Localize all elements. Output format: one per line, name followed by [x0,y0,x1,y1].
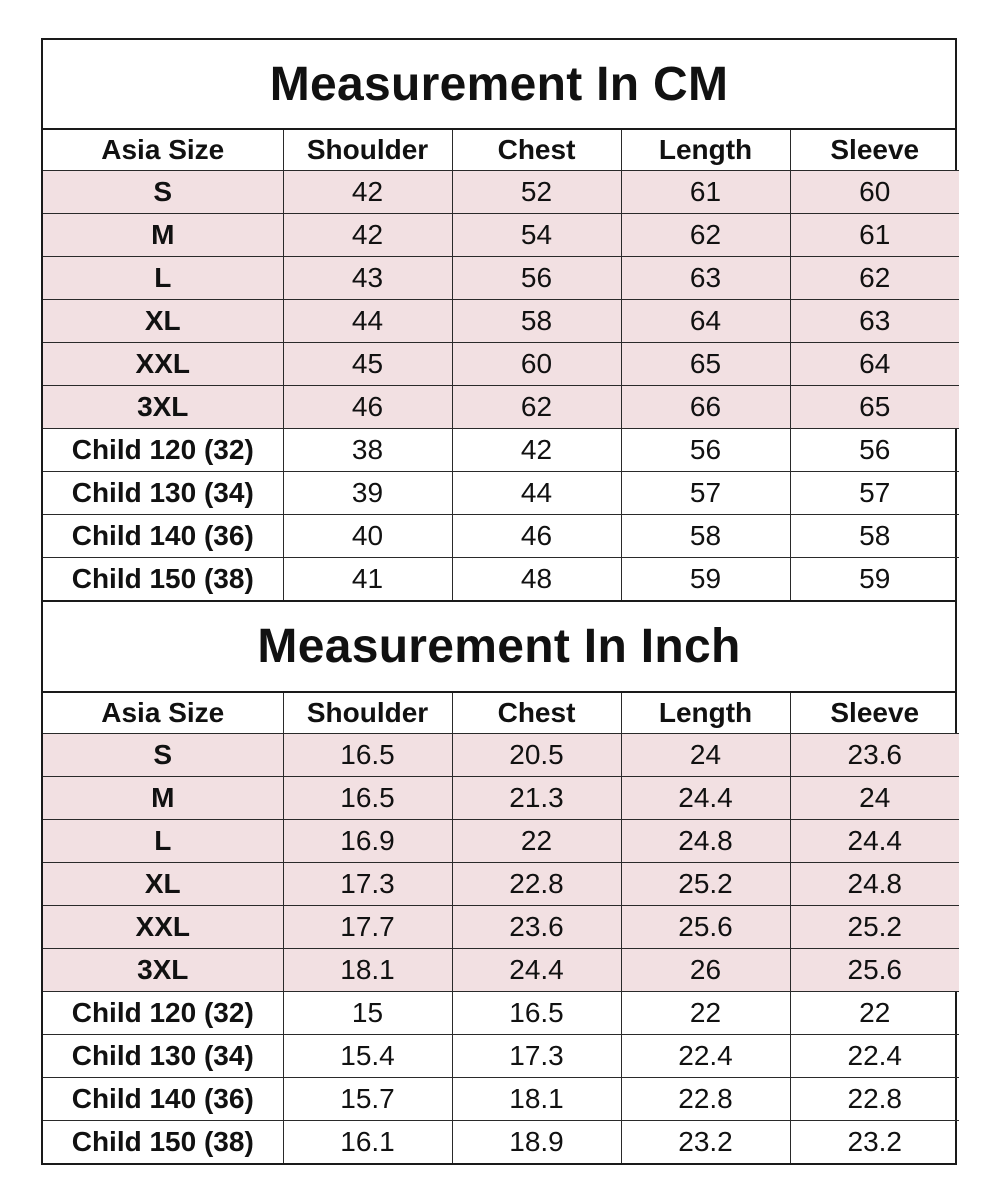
length-value: 22 [621,992,790,1035]
size-label: L [43,257,283,300]
length-value: 66 [621,386,790,429]
size-label: Child 130 (34) [43,472,283,515]
size-label: M [43,214,283,257]
sleeve-value: 59 [790,558,959,601]
shoulder-value: 16.5 [283,777,452,820]
table-row [43,558,959,601]
chest-value: 44 [452,472,621,515]
sleeve-value: 23.2 [790,1121,959,1164]
sleeve-value: 57 [790,472,959,515]
table-row [43,472,959,515]
table-row [43,300,959,343]
length-value: 58 [621,515,790,558]
sleeve-value: 61 [790,214,959,257]
cm-section-title: Measurement In CM [43,40,955,130]
sleeve-value: 56 [790,429,959,472]
shoulder-value: 46 [283,386,452,429]
length-value: 22.8 [621,1078,790,1121]
size-label: XL [43,300,283,343]
length-value: 64 [621,300,790,343]
size-label: Child 120 (32) [43,429,283,472]
table-row [43,1078,959,1121]
shoulder-value: 42 [283,171,452,214]
size-label: S [43,734,283,777]
sleeve-value: 22 [790,992,959,1035]
length-value: 23.2 [621,1121,790,1164]
shoulder-value: 39 [283,472,452,515]
length-value: 61 [621,171,790,214]
length-value: 25.6 [621,906,790,949]
cm-table-wrap [43,130,955,602]
sleeve-value: 22.4 [790,1035,959,1078]
chest-value: 18.9 [452,1121,621,1164]
cm-header-chest: Chest [452,130,621,171]
table-row [43,1121,959,1164]
chest-value: 22.8 [452,863,621,906]
table-row [43,171,959,214]
inch-header-sleeve: Sleeve [790,693,959,734]
length-value: 24.8 [621,820,790,863]
size-label: Child 150 (38) [43,558,283,601]
chest-value: 21.3 [452,777,621,820]
inch-header-shoulder: Shoulder [283,693,452,734]
table-row [43,863,959,906]
length-value: 24 [621,734,790,777]
shoulder-value: 40 [283,515,452,558]
sleeve-value: 24 [790,777,959,820]
cm-header-shoulder: Shoulder [283,130,452,171]
table-row [43,734,959,777]
chest-value: 24.4 [452,949,621,992]
size-label: Child 150 (38) [43,1121,283,1164]
chest-value: 17.3 [452,1035,621,1078]
table-row [43,214,959,257]
shoulder-value: 45 [283,343,452,386]
length-value: 59 [621,558,790,601]
sleeve-value: 25.2 [790,906,959,949]
length-value: 56 [621,429,790,472]
length-value: 62 [621,214,790,257]
size-label: XXL [43,343,283,386]
shoulder-value: 43 [283,257,452,300]
shoulder-value: 18.1 [283,949,452,992]
length-value: 24.4 [621,777,790,820]
size-label: 3XL [43,949,283,992]
chest-value: 23.6 [452,906,621,949]
shoulder-value: 17.3 [283,863,452,906]
length-value: 26 [621,949,790,992]
shoulder-value: 41 [283,558,452,601]
chest-value: 60 [452,343,621,386]
table-row [43,906,959,949]
table-row [43,992,959,1035]
length-value: 25.2 [621,863,790,906]
shoulder-value: 15.4 [283,1035,452,1078]
sleeve-value: 64 [790,343,959,386]
chest-value: 20.5 [452,734,621,777]
length-value: 63 [621,257,790,300]
sleeve-value: 24.8 [790,863,959,906]
chest-value: 42 [452,429,621,472]
table-row [43,820,959,863]
sleeve-value: 60 [790,171,959,214]
cm-header-size: Asia Size [43,130,283,171]
table-row [43,515,959,558]
shoulder-value: 42 [283,214,452,257]
sleeve-value: 65 [790,386,959,429]
size-label: XXL [43,906,283,949]
table-row [43,386,959,429]
size-label: Child 140 (36) [43,1078,283,1121]
sleeve-value: 25.6 [790,949,959,992]
size-label: Child 140 (36) [43,515,283,558]
size-label: XL [43,863,283,906]
shoulder-value: 16.1 [283,1121,452,1164]
table-row [43,257,959,300]
chest-value: 48 [452,558,621,601]
size-label: Child 120 (32) [43,992,283,1035]
table-row [43,343,959,386]
length-value: 65 [621,343,790,386]
chest-value: 16.5 [452,992,621,1035]
shoulder-value: 38 [283,429,452,472]
sleeve-value: 22.8 [790,1078,959,1121]
cm-size-table [43,130,959,600]
inch-header-row [43,693,959,734]
chest-value: 54 [452,214,621,257]
size-label: M [43,777,283,820]
shoulder-value: 15 [283,992,452,1035]
inch-size-table [43,693,959,1163]
inch-header-length: Length [621,693,790,734]
chest-value: 52 [452,171,621,214]
cm-header-sleeve: Sleeve [790,130,959,171]
sleeve-value: 23.6 [790,734,959,777]
shoulder-value: 15.7 [283,1078,452,1121]
size-label: Child 130 (34) [43,1035,283,1078]
inch-header-size: Asia Size [43,693,283,734]
sleeve-value: 63 [790,300,959,343]
cm-header-row [43,130,959,171]
chest-value: 62 [452,386,621,429]
chest-value: 22 [452,820,621,863]
shoulder-value: 44 [283,300,452,343]
shoulder-value: 16.9 [283,820,452,863]
sleeve-value: 58 [790,515,959,558]
length-value: 22.4 [621,1035,790,1078]
sleeve-value: 62 [790,257,959,300]
cm-header-length: Length [621,130,790,171]
shoulder-value: 17.7 [283,906,452,949]
inch-section-title: Measurement In Inch [43,602,955,693]
length-value: 57 [621,472,790,515]
chest-value: 18.1 [452,1078,621,1121]
chest-value: 56 [452,257,621,300]
size-label: L [43,820,283,863]
size-label: 3XL [43,386,283,429]
inch-table-wrap [43,693,955,1163]
table-row [43,949,959,992]
size-label: S [43,171,283,214]
table-row [43,777,959,820]
chest-value: 58 [452,300,621,343]
table-row [43,1035,959,1078]
chest-value: 46 [452,515,621,558]
sleeve-value: 24.4 [790,820,959,863]
inch-header-chest: Chest [452,693,621,734]
size-chart [41,38,957,1165]
shoulder-value: 16.5 [283,734,452,777]
table-row [43,429,959,472]
